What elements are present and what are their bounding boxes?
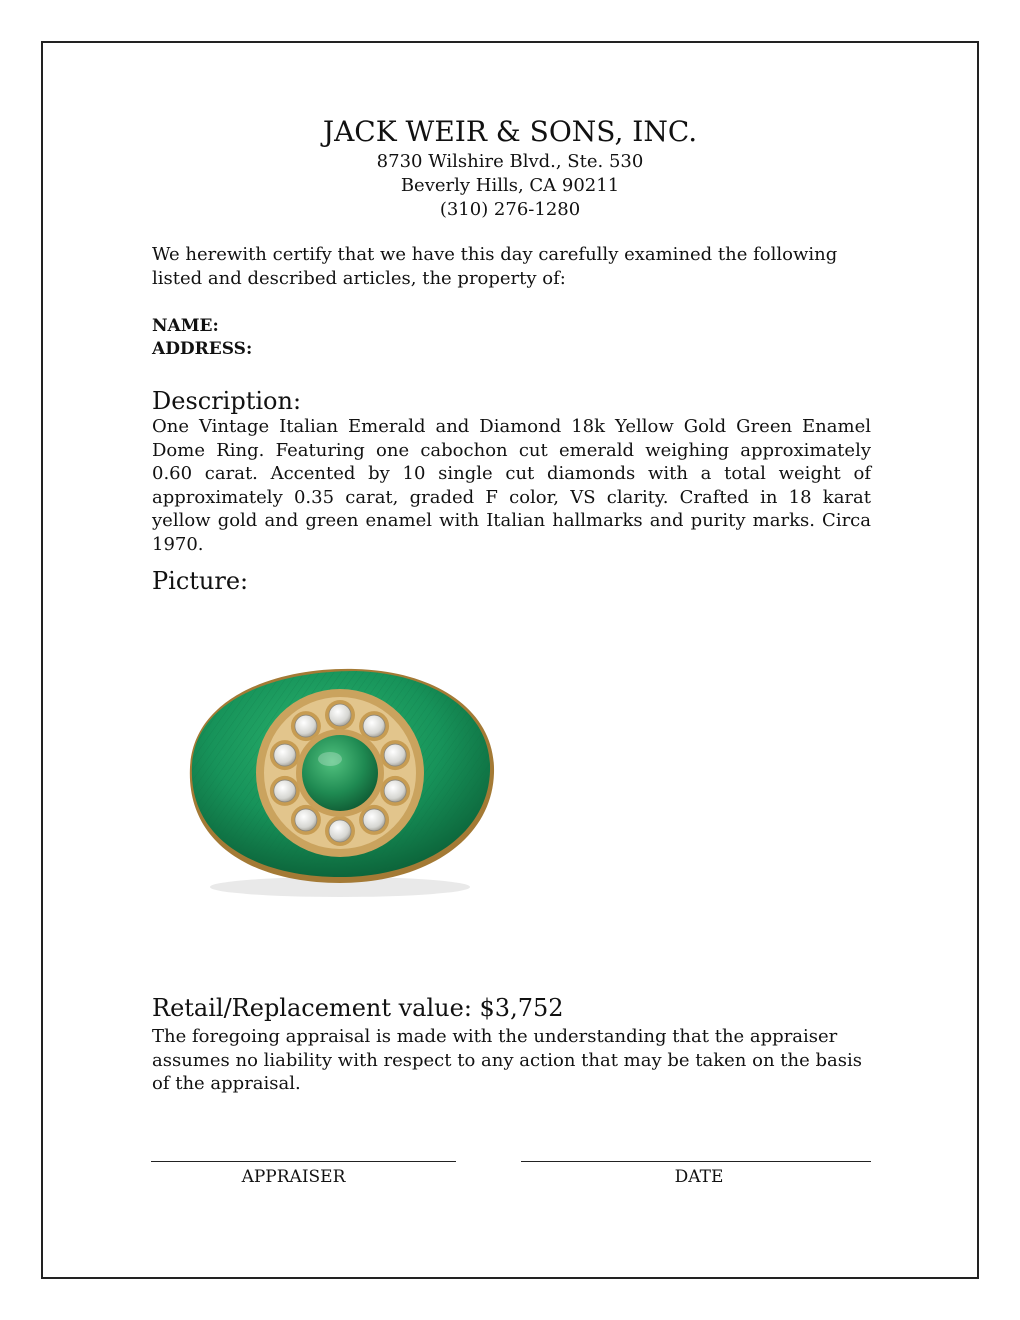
diamond — [274, 744, 296, 766]
appraiser-label: APPRAISER — [241, 1167, 346, 1187]
diamond — [274, 780, 296, 802]
date-signature-line — [521, 1161, 871, 1162]
description-heading: Description: — [152, 387, 302, 415]
diamond — [384, 780, 406, 802]
ring-photo — [170, 655, 510, 905]
emerald-cabochon — [302, 735, 378, 811]
company-name: JACK WEIR & SONS, INC. — [322, 115, 698, 148]
owner-name-label: NAME: — [152, 316, 219, 336]
picture-heading: Picture: — [152, 567, 249, 595]
certification-text: We herewith certify that we have this day carefully examined the following listed and described articles, the property of: — [152, 244, 838, 289]
retail-value: Retail/Replacement value: $3,752 — [152, 994, 564, 1022]
company-address-line2: Beverly Hills, CA 90211 — [400, 175, 620, 196]
emerald-highlight — [318, 752, 342, 766]
company-phone: (310) 276-1280 — [439, 199, 581, 220]
diamond — [384, 744, 406, 766]
company-address-line1: 8730 Wilshire Blvd., Ste. 530 — [376, 151, 644, 172]
diamond — [329, 704, 351, 726]
diamond — [295, 715, 317, 737]
appraiser-signature-line — [151, 1161, 456, 1162]
diamond — [295, 809, 317, 831]
owner-address-label: ADDRESS: — [152, 339, 253, 359]
description-text: One Vintage Italian Emerald and Diamond 18k Yellow Gold Green Enamel Dome Ring. Featuring one cabochon cut emerald weighing approximately 0.60 carat. Accented by 10 single cut diamonds with a total weight of approximately 0.35 carat, graded F color, VS clarity. Crafted in 18 karat yellow gold and green enamel with Italian hallmarks and purity marks. Circa 1970. — [152, 416, 871, 555]
date-label: DATE — [674, 1167, 724, 1187]
disclaimer-text: The foregoing appraisal is made with the understanding that the appraiser assumes no liability with respect to any action that may be taken on the basis of the appraisal. — [152, 1026, 862, 1094]
diamond — [329, 820, 351, 842]
diamond — [363, 809, 385, 831]
diamond — [363, 715, 385, 737]
